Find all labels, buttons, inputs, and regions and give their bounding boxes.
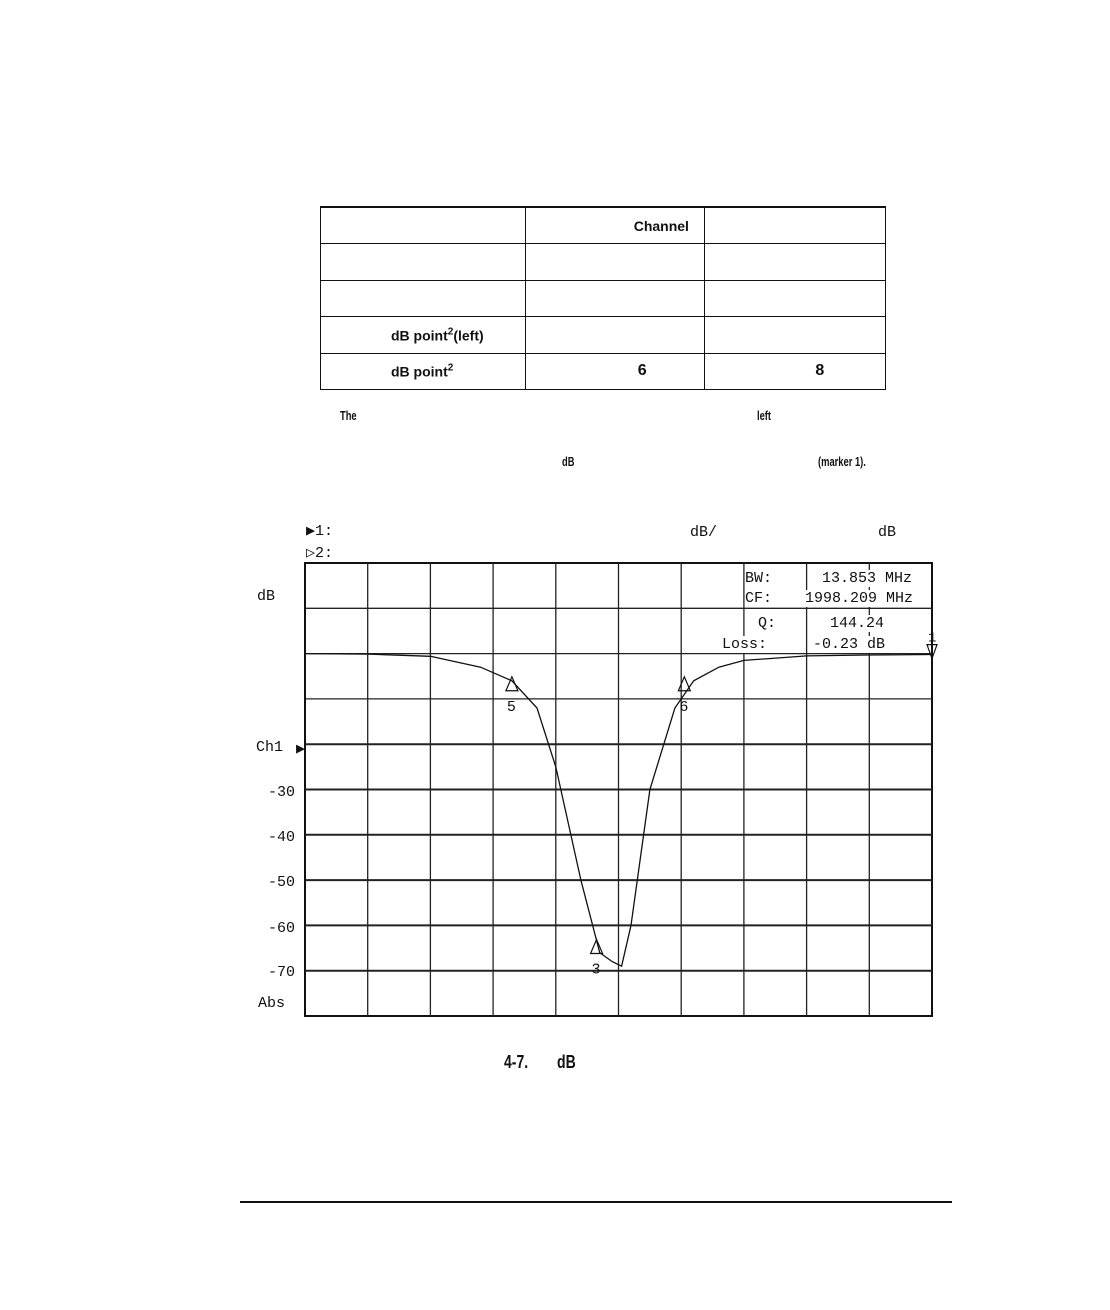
y-tick-label: -40 (268, 829, 296, 846)
marker-number-label: 6 (679, 698, 689, 716)
y-unit-label: dB (257, 588, 276, 605)
marker1-label: 1: (315, 523, 334, 540)
marker-number-label: 5 (506, 698, 516, 716)
abs-label: Abs (258, 995, 286, 1012)
ref-unit: dB (878, 524, 897, 541)
y-tick-label: -60 (268, 920, 296, 937)
row3-text: dB point (391, 327, 448, 344)
loss-value: -0.23 dB (813, 636, 886, 653)
marker-number-label: 1 (928, 630, 937, 647)
y-tick-label: -50 (268, 874, 296, 891)
header-channel-label: Channel (633, 217, 689, 234)
row4-value-2: 8 (815, 362, 825, 380)
marker1-arrow-icon: ▶ (306, 523, 316, 540)
row4-value-1: 6 (637, 362, 647, 380)
y-tick-label: -70 (268, 964, 296, 981)
row4-text: dB point (391, 363, 448, 380)
row4-sup: 2 (447, 362, 454, 374)
channel-pointer-icon: ▶ (296, 741, 306, 758)
q-value: 144.24 (830, 615, 885, 632)
cf-value: 1998.209 MHz (805, 590, 914, 607)
q-label: Q: (758, 615, 777, 632)
loss-label: Loss: (722, 636, 768, 653)
note-line2-right: (marker 1). (818, 454, 866, 469)
figure-caption-text: dB (557, 1052, 576, 1072)
note-line1-right: left (757, 408, 772, 423)
marker-number-label: 3 (591, 961, 601, 979)
scale-unit: dB/ (690, 524, 718, 541)
row3-sup: 2 (447, 326, 454, 338)
note-line2-mid: dB (562, 454, 575, 469)
bw-label: BW: (745, 570, 773, 587)
bw-value: 13.853 MHz (822, 570, 913, 587)
channel-label: Ch1 (256, 739, 284, 756)
marker2-arrow-icon: ▷ (306, 545, 316, 562)
note-line1-left: The (340, 408, 357, 423)
cf-label: CF: (745, 590, 773, 607)
footer-rule (240, 1201, 952, 1203)
row3-suffix: (left) (453, 327, 484, 344)
figure-number: 4-7. (504, 1052, 529, 1072)
marker2-label: 2: (315, 545, 334, 562)
y-tick-label: -30 (268, 784, 296, 801)
